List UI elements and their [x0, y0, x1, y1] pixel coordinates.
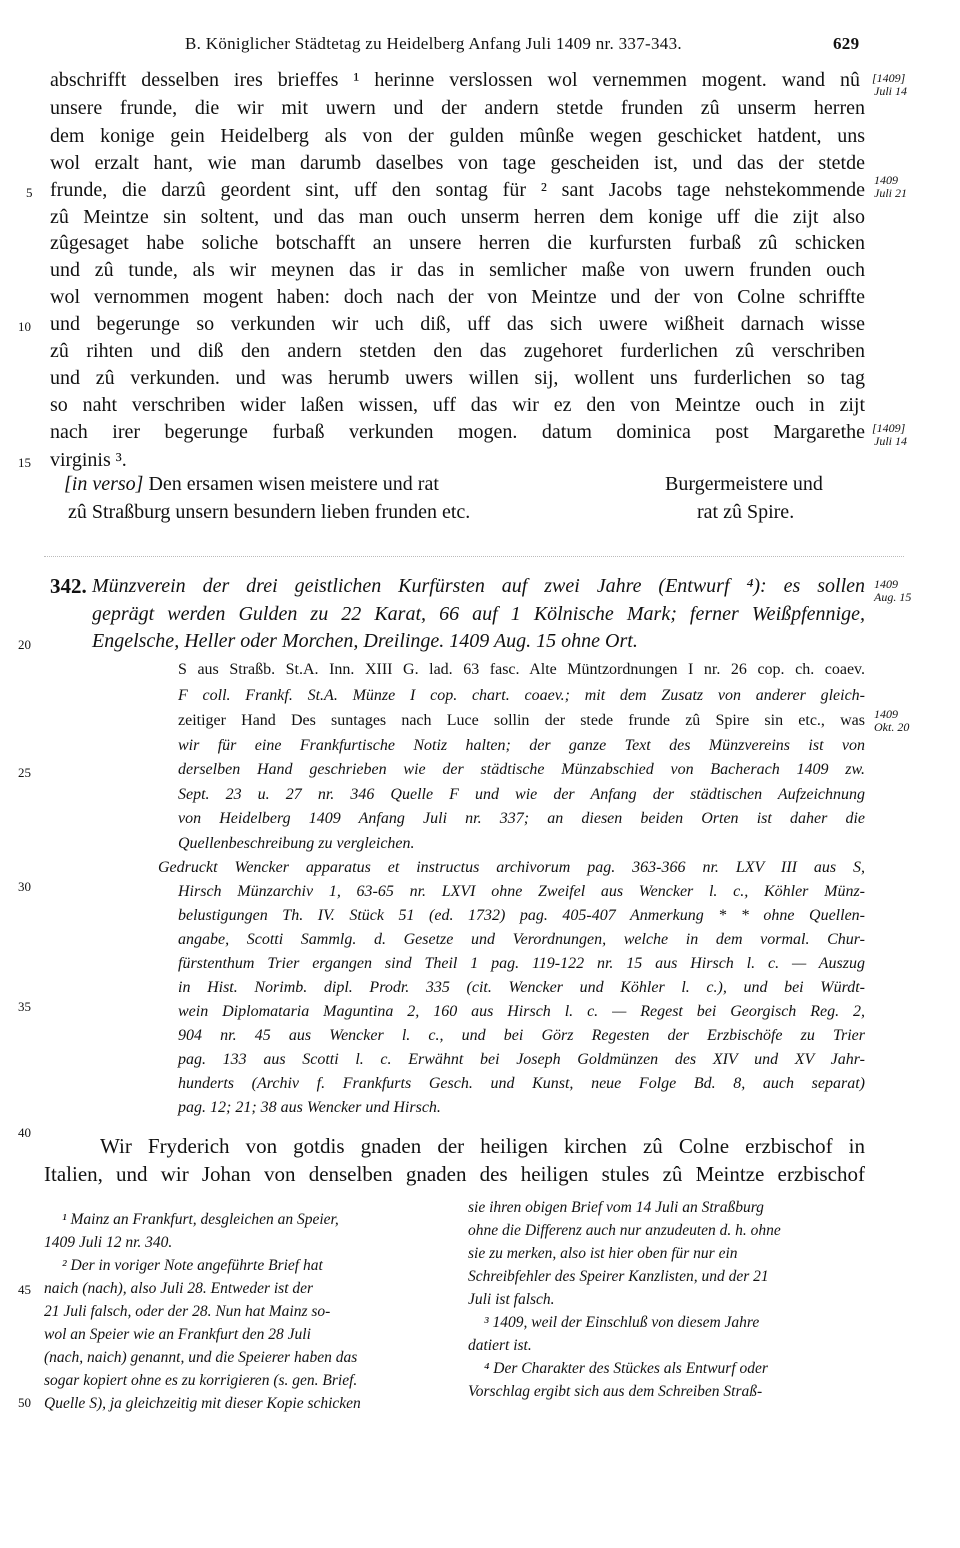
- margin-date-year: 1409: [874, 577, 898, 591]
- line-number: 25: [18, 765, 31, 780]
- print-line: pag. 133 aus Scotti l. c. Erwähnt bei Joseph Goldmünzen des XIV und XV Jahr-: [178, 1051, 865, 1068]
- print-line: angabe, Scotti Sammlg. d. Gesetze und Verordnungen, welche in dem vormal. Chur-: [178, 931, 865, 948]
- footnote-line: (nach, naich) genannt, und die Speierer haben das: [44, 1349, 358, 1366]
- print-line: pag. 12; 21; 38 aus Wencker und Hirsch.: [178, 1099, 441, 1116]
- verso-line: Burgermeistere und: [665, 473, 823, 495]
- letter-line: dem konige gein Heidelberg als von der gulden mûnße wegen geschicket hatdent, uns: [50, 125, 865, 147]
- line-number: 50: [18, 1395, 31, 1410]
- margin-date-year: [1409]: [872, 421, 906, 435]
- source-line: von Heidelberg 1409 Anfang Juli nr. 337; an diesen beiden Orten ist daher die: [178, 810, 865, 827]
- page-number: 629: [833, 34, 860, 53]
- letter-line: zûgesaget habe soliche botschafft an unsere herren die kurfursten furbaß zû schicken: [50, 232, 865, 254]
- main-text-line: Italien, und wir Johan von denselben gnaden des heiligen stules zû Meintze erzbischof: [44, 1162, 865, 1186]
- line-number: 5: [26, 185, 33, 200]
- section-divider: [44, 556, 904, 557]
- print-line: hunderts (Archiv f. Frankfurts Gesch. und Kunst, neue Folge Bd. 8, auch separat): [178, 1075, 865, 1092]
- line-number: 20: [18, 637, 31, 652]
- margin-date-day: Juli 14: [874, 83, 907, 98]
- section-title-line: geprägt werden Gulden zu 22 Karat, 66 auf 1 Kölnische Mark; ferner Weißpfennige,: [92, 603, 865, 625]
- footnote-line: Quelle S), ja gleichzeitig mit dieser Kopie schicken: [44, 1395, 361, 1412]
- letter-line: nach irer begerunge furbaß verkunden mogen. datum dominica post Margarethe: [50, 421, 865, 443]
- footnote-line: ³ 1409, weil der Einschluß von diesem Jahre: [484, 1314, 760, 1331]
- section-number: 342.: [50, 574, 87, 598]
- verso-line: rat zû Spire.: [697, 501, 795, 523]
- header-title: B. Königlicher Städtetag zu Heidelberg Anfang Juli 1409 nr. 337-343.: [185, 34, 682, 53]
- verso-line: Den ersamen wisen meistere und rat: [148, 473, 439, 495]
- margin-date: [874, 578, 911, 603]
- margin-date: [872, 72, 907, 97]
- footnote-line: ⁴ Der Charakter des Stückes als Entwurf oder: [484, 1360, 768, 1377]
- footnote-line: ohne die Differenz auch nur anzudeuten d. h. ohne: [468, 1222, 781, 1239]
- letter-line: zû Meintze sin soltent, und das man ouch unserm herren dem konige uff die zijt also: [50, 206, 865, 228]
- verso-label: [in verso]: [64, 473, 144, 495]
- margin-date-day: Okt. 20: [874, 719, 910, 734]
- margin-date-year: 1409: [874, 173, 898, 187]
- margin-date-year: 1409: [874, 707, 898, 721]
- letter-line: unsere frunde, die wir mit uwern und der andern stetde frunden zû unserm herren: [50, 97, 865, 119]
- section-title-line: Engelsche, Heller oder Morchen, Dreilinge. 1409 Aug. 15 ohne Ort.: [92, 630, 638, 652]
- source-line: F coll. Frankf. St.A. Münze I cop. chart. coaev.; mit dem Zusatz von anderer gleich-: [178, 687, 865, 704]
- line-number: 35: [18, 999, 31, 1014]
- margin-date: [874, 174, 907, 199]
- print-line: in Hist. Norimb. dipl. Prodr. 335 (cit. Wencker und Köhler l. c.), und bei Würdt-: [178, 979, 865, 996]
- footnote-line: ² Der in voriger Note angeführte Brief hat: [62, 1257, 323, 1274]
- footnote-line: sie ihren obigen Brief vom 14 Juli an Straßburg: [468, 1199, 764, 1216]
- letter-line: und zû verkunden. und was herumb uwers willen sij, wollent uns furderlichen so tag: [50, 367, 865, 389]
- letter-line: frunde, die darzû geordent sint, uff den sontag für ² sant Jacobs tage nehstekommende: [50, 179, 865, 201]
- source-line: derselben Hand geschrieben wie der städtische Münzabschied von Bacherach 1409 zw.: [178, 761, 865, 778]
- footnote-line: 1409 Juli 12 nr. 340.: [44, 1234, 173, 1251]
- line-number: 40: [18, 1125, 31, 1140]
- footnote-line: wol an Speier wie an Frankfurt den 28 Juli: [44, 1326, 311, 1343]
- main-text-line: Wir Fryderich von gotdis gnaden der heiligen kirchen zû Colne erzbischof in: [100, 1134, 865, 1158]
- letter-line: wol vernommen mogent haben: doch nach der von Meintze und der von Colne schriffte: [50, 286, 865, 308]
- letter-line: wol erzalt hant, wie man darumb daselbes von tage gescheiden ist, und das der stetde: [50, 152, 865, 174]
- letter-line: so naht verschriben wider laßen wissen, uff das wir ez den von Meintze ouch in zijt: [50, 394, 865, 416]
- print-line: belustigungen Th. IV. Stück 51 (ed. 1732) pag. 405-407 Anmerkung * * ohne Quellen-: [178, 907, 865, 924]
- print-line: Gedruckt Wencker apparatus et instructus archivorum pag. 363-366 nr. LXV III aus S,: [158, 859, 865, 876]
- letter-line: zû rihten und diß den andern stetden den das zugehoret furderlichen zû verschriben: [50, 340, 865, 362]
- footnote-line: Vorschlag ergibt sich aus dem Schreiben Straß-: [468, 1383, 763, 1400]
- print-line: Hirsch Münzarchiv 1, 63-65 nr. LXVI ohne Zweifel aus Wencker l. c., Köhler Münz-: [178, 883, 865, 900]
- source-line: zeitiger Hand Des suntages nach Luce sollin der stede frunde zû Spire sin etc., was: [178, 712, 865, 729]
- source-line: Quellenbeschreibung zu vergleichen.: [178, 835, 415, 852]
- print-line: wein Diplomataria Maguntina 2, 160 aus Hirsch l. c. — Regest bei Georgisch Reg. 2,: [178, 1003, 865, 1020]
- footnote-line: ¹ Mainz an Frankfurt, desgleichen an Speier,: [62, 1211, 339, 1228]
- source-line: wir für eine Frankfurtische Notiz halten; der ganze Text des Münzvereins ist von: [178, 737, 865, 754]
- letter-line: und zû tunde, als wir meynen das ir das in semlicher maße von uwern frunden ouch: [50, 259, 865, 281]
- letter-line: abschrifft desselben ires brieffes ¹ herinne verslossen wol vernemmen mogent. wand nû: [50, 69, 860, 91]
- footnote-line: sogar kopiert ohne es zu korrigieren (s. gen. Brief.: [44, 1372, 358, 1389]
- line-number: 30: [18, 879, 31, 894]
- letter-line: und begerunge so verkunden wir uch diß, uff das sich uwere wißheit darnach wisse: [50, 313, 865, 335]
- footnote-line: Juli ist falsch.: [468, 1291, 555, 1308]
- footnote-line: 21 Juli falsch, oder der 28. Nun hat Mainz so-: [44, 1303, 331, 1320]
- line-number: 45: [18, 1282, 31, 1297]
- footnote-line: datiert ist.: [468, 1337, 532, 1354]
- print-line: fürstenthum Trier ergangen sind Theil 1 pag. 119-122 nr. 15 aus Hirsch l. c. — Auszug: [178, 955, 865, 972]
- line-number: 10: [18, 319, 31, 334]
- footnote-line: sie zu merken, also ist hier oben für nur ein: [468, 1245, 738, 1262]
- margin-date-day: Juli 21: [874, 185, 907, 200]
- margin-date-year: [1409]: [872, 71, 906, 85]
- print-line: 904 nr. 45 aus Wencker l. c., und bei Görz Regesten der Erzbischöfe zu Trier: [178, 1027, 865, 1044]
- margin-date-day: Juli 14: [874, 433, 907, 448]
- source-line: Sept. 23 u. 27 nr. 346 Quelle F und wie der Anfang der städtischen Aufzeichnung: [178, 786, 865, 803]
- margin-date: [874, 708, 909, 733]
- letter-line: virginis ³.: [50, 449, 127, 471]
- margin-date-day: Aug. 15: [874, 589, 912, 604]
- section-title-line: Münzverein der drei geistlichen Kurfürsten auf zwei Jahre (Entwurf ⁴): es sollen: [92, 575, 865, 597]
- verso-line: zû Straßburg unsern besundern lieben frunden etc.: [68, 501, 471, 523]
- line-number: 15: [18, 455, 31, 470]
- footnote-line: naich (nach), also Juli 28. Entweder ist der: [44, 1280, 314, 1297]
- source-line: S aus Straßb. St.A. Inn. XIII G. lad. 63 fasc. Alte Müntzordnungen I nr. 26 cop. ch. coaev.: [178, 661, 865, 678]
- footnote-line: Schreibfehler des Speirer Kanzlisten, und der 21: [468, 1268, 769, 1285]
- margin-date: [872, 422, 907, 447]
